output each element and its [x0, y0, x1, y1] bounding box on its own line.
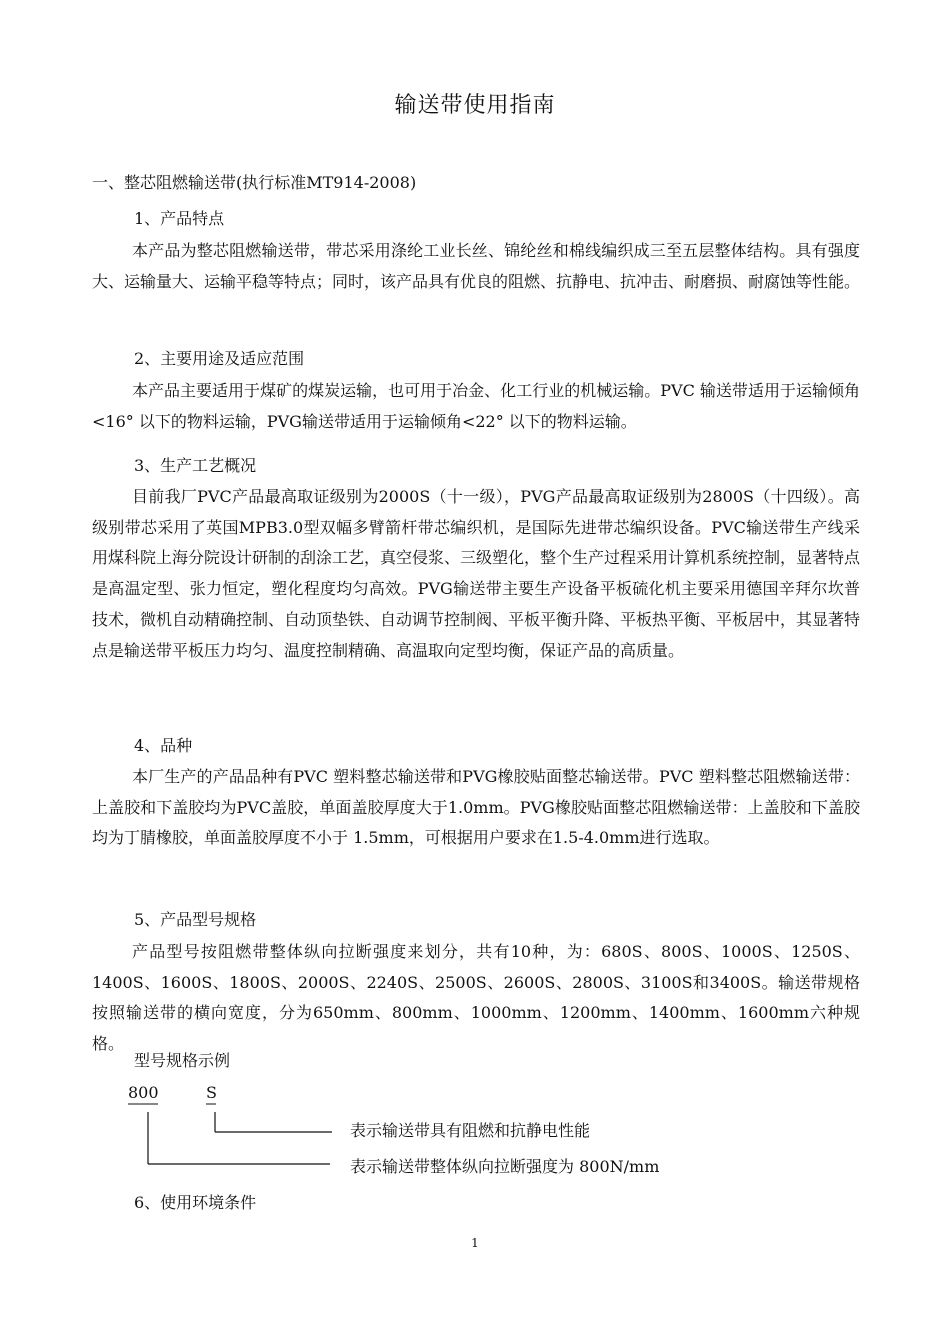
subheading-process-overview: 3、生产工艺概况: [134, 456, 257, 475]
subheading-model-specs: 5、产品型号规格: [134, 910, 257, 929]
paragraph-text: 产品型号按阻燃带整体纵向拉断强度来划分，共有10种，为：680S、800S、1000S、1250S、1400S、1600S、1800S、2000S、2240S、2500S、2600S、2800S、3100S和3400S。输送带规格按照输送带的横向宽度，分为650mm、800mm、1000mm、1200mm、1400mm、1600mm六种规格。: [92, 942, 860, 1054]
model-code-suffix: S: [206, 1083, 217, 1102]
model-code-strength: 800: [128, 1083, 159, 1102]
subheading-varieties: 4、品种: [134, 736, 193, 755]
paragraph-usage-scope: [92, 376, 860, 437]
subheading-model-example: 型号规格示例: [134, 1051, 231, 1070]
subheading-operating-conditions: 6、使用环境条件: [134, 1193, 257, 1212]
paragraph-product-features: [92, 236, 860, 297]
paragraph-text: 本产品主要适用于煤矿的煤炭运输，也可用于冶金、化工行业的机械运输。PVC 输送带适用于运输倾角<16° 以下的物料运输，PVG输送带适用于运输倾角<22° 以下的物料运输。: [92, 381, 860, 431]
subheading-product-features: 1、产品特点: [134, 209, 225, 228]
model-suffix-description: 表示输送带具有阻燃和抗静电性能: [350, 1121, 591, 1140]
paragraph-text: 本厂生产的产品品种有PVC 塑料整芯输送带和PVG橡胶贴面整芯输送带。PVC 塑料整芯阻燃输送带：上盖胶和下盖胶均为PVC盖胶，单面盖胶厚度大于1.0mm。PVG橡胶贴面整芯阻燃输送带：上盖胶和下盖胶均为丁腈橡胶，单面盖胶厚度不小于 1.5mm，可根据用户要求在1.5-4.0mm进行选取。: [92, 767, 860, 848]
paragraph-process-overview: [92, 482, 860, 666]
model-strength-description: 表示输送带整体纵向拉断强度为 800N/mm: [350, 1157, 660, 1176]
document-title: 输送带使用指南: [394, 93, 556, 118]
paragraph-text: 本产品为整芯阻燃输送带，带芯采用涤纶工业长丝、锦纶丝和棉线编织成三至五层整体结构。具有强度大、运输量大、运输平稳等特点；同时，该产品具有优良的阻燃、抗静电、抗冲击、耐磨损、耐腐蚀等性能。: [92, 241, 861, 291]
paragraph-varieties: [92, 762, 860, 854]
paragraph-model-specs: [92, 937, 860, 1060]
paragraph-text: 目前我厂PVC产品最高取证级别为2000S（十一级），PVG产品最高取证级别为2800S（十四级）。高级别带芯采用了英国MPB3.0型双幅多臂箭杆带芯编织机，是国际先进带芯编织设备。PVC输送带生产线采用煤科院上海分院设计研制的刮涂工艺，真空侵浆、三级塑化，整个生产过程采用计算机系统控制，显著特点是高温定型、张力恒定，塑化程度均匀高效。PVG输送带主要生产设备平板硫化机主要采用德国辛拜尔坎普技术，微机自动精确控制、自动顶垫铁、自动调节控制阀、平板平衡升降、平板热平衡、平板居中，其显著特点是输送带平板压力均匀、温度控制精确、高温取向定型均衡，保证产品的高质量。: [92, 487, 861, 660]
page-number: 1: [471, 1236, 479, 1250]
subheading-usage-scope: 2、主要用途及适应范围: [134, 349, 305, 368]
section-heading-1: 一、整芯阻燃输送带(执行标准MT914-2008): [92, 173, 417, 192]
